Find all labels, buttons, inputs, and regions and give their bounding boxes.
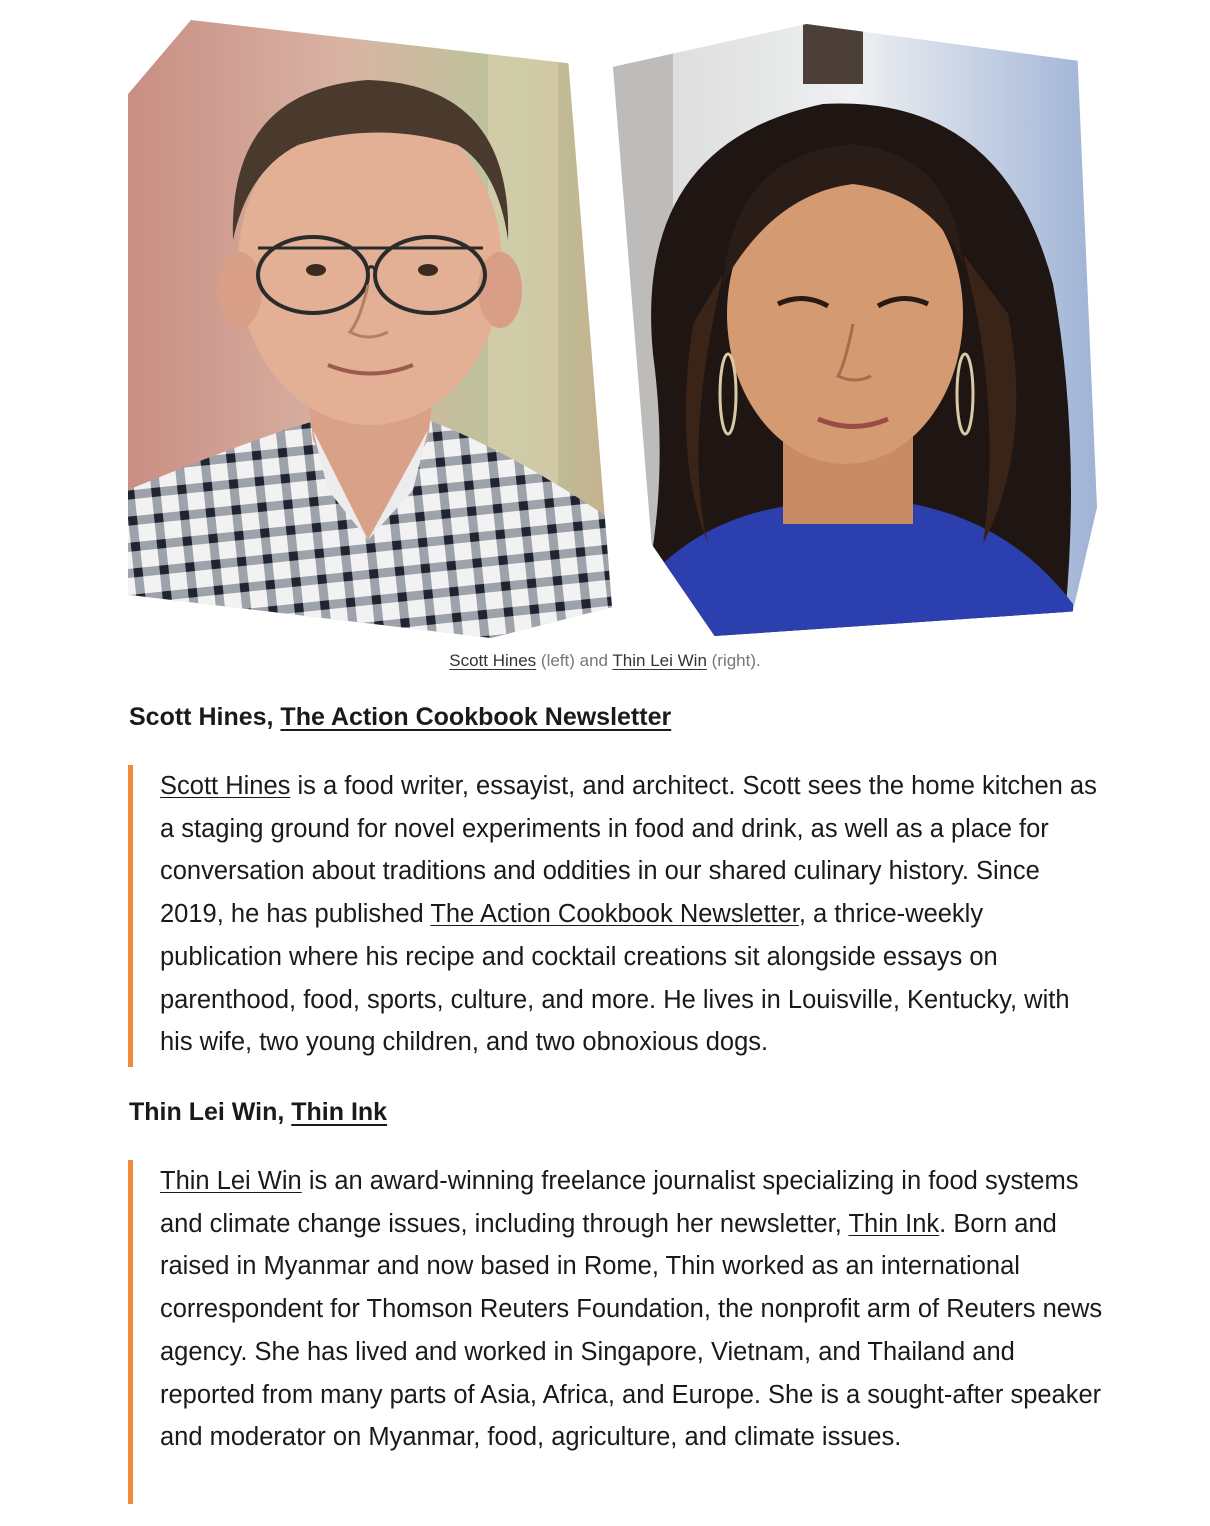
bio-thin-name-link[interactable]: Thin Lei Win <box>160 1167 302 1195</box>
photo-scott-hines <box>128 20 612 638</box>
bio-scott-text-2: , a thrice-weekly publication where his recipe and cocktail creations sit alongside essays on parenthood, food, sports, culture, and more. He lives in Louisville, Kentucky, with his wife, two young children, and two obnoxious dogs. <box>160 900 1070 1057</box>
heading-thin-newsletter-link[interactable]: Thin Ink <box>291 1098 388 1126</box>
heading-scott-newsletter-link[interactable]: The Action Cookbook Newsletter <box>280 703 672 731</box>
bio-thin-text-1: is an award-winning freelance journalist specializing in food systems and climate change issues, including through her newsletter, <box>160 1167 1079 1238</box>
bio-scott-newsletter-link[interactable]: The Action Cookbook Newsletter <box>430 900 799 929</box>
heading-thin-lei-win <box>129 1098 387 1127</box>
bio-scott-name-link[interactable]: Scott Hines <box>160 772 291 800</box>
caption-link-scott-hines[interactable]: Scott Hines <box>449 651 537 670</box>
caption-text-right: (right). <box>706 651 761 670</box>
photo-caption <box>0 651 1210 671</box>
bio-thin-text-2: . Born and raised in Myanmar and now based in Rome, Thin worked as an international correspondent for Thomson Reuters Foundation, the nonprofit arm of Reuters news agency. She has lived and worked in Singapore, Vietnam, and Thailand and reported from many parts of Asia, Africa, and Europe. She is a sought-after speaker and moderator on Myanmar, food, agriculture, and climate issues. <box>160 1209 1103 1452</box>
bio-thin-lei-win <box>128 1160 1103 1504</box>
photo-thin-lei-win <box>613 24 1097 636</box>
bio-scott-hines <box>128 765 1103 1067</box>
bio-thin-newsletter-link[interactable]: Thin Ink <box>848 1209 940 1238</box>
heading-scott-hines <box>129 703 671 732</box>
heading-thin-name: Thin Lei Win, <box>129 1098 292 1126</box>
caption-text-left: (left) and <box>536 651 613 670</box>
heading-scott-name: Scott Hines, <box>129 703 281 731</box>
caption-link-thin-lei-win[interactable]: Thin Lei Win <box>612 651 707 670</box>
bio-scott-text-1: is a food writer, essayist, and architect. Scott sees the home kitchen as a staging ground for novel experiments in food and drink, as well as a place for conversation about traditions and oddities in our shared culinary history. Since 2019, he has published <box>160 772 1097 929</box>
